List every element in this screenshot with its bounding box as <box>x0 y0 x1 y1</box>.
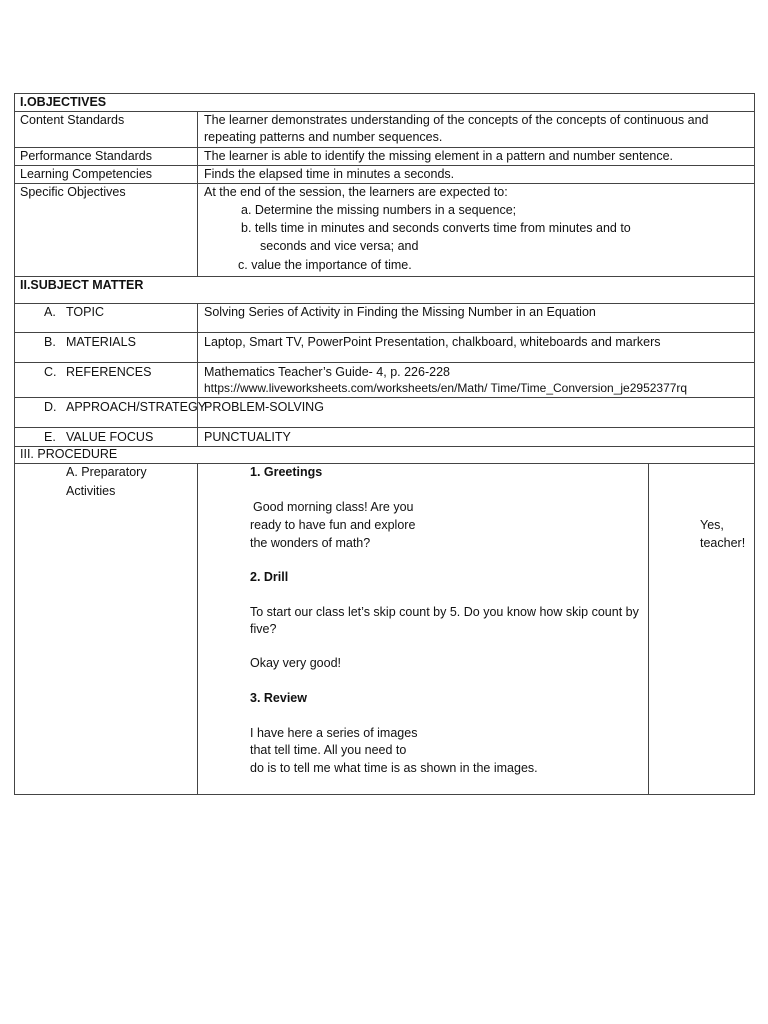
drill-title: 2. Drill <box>250 570 289 584</box>
specific-objectives-label: Specific Objectives <box>20 185 126 199</box>
procedure-heading: III. PROCEDURE <box>20 447 118 461</box>
learning-competencies-value: Finds the elapsed time in minutes a seconds. <box>204 167 455 181</box>
greetings-title: 1. Greetings <box>250 465 323 479</box>
greetings-line3: the wonders of math? <box>250 536 371 550</box>
approach-value: PROBLEM-SOLVING <box>204 400 324 414</box>
materials-value: Laptop, Smart TV, PowerPoint Presentation, chalkboard, whiteboards and markers <box>204 335 661 349</box>
learning-competencies-label: Learning Competencies <box>20 167 153 181</box>
column-divider <box>197 303 198 446</box>
student-response-line1: Yes, <box>700 518 724 532</box>
objective-item-b-line1: b. tells time in minutes and seconds converts time from minutes and to <box>241 221 631 235</box>
review-line1: I have here a series of images <box>250 726 418 740</box>
row-divider <box>14 446 755 447</box>
references-link[interactable]: https://www.liveworksheets.com/worksheets/en/Math/ Time/Time_Conversion_je2952377rq <box>204 381 688 395</box>
topic-value: Solving Series of Activity in Finding the Missing Number in an Equation <box>204 305 596 319</box>
materials-label: MATERIALS <box>66 335 136 349</box>
topic-label: TOPIC <box>66 305 104 319</box>
objective-item-a: a. Determine the missing numbers in a sequence; <box>241 203 517 217</box>
references-label: REFERENCES <box>66 365 152 379</box>
performance-standards-value: The learner is able to identify the missing element in a pattern and number sentence. <box>204 149 674 163</box>
column-divider <box>197 111 198 276</box>
drill-line2: five? <box>250 622 277 636</box>
content-standards-label: Content Standards <box>20 113 125 127</box>
greetings-line1: Good morning class! Are you <box>253 500 414 514</box>
references-marker: C. <box>44 365 57 379</box>
references-line1: Mathematics Teacher’s Guide- 4, p. 226-228 <box>204 365 450 379</box>
preparatory-label-line1: A. Preparatory <box>66 465 147 479</box>
objectives-heading: I.OBJECTIVES <box>20 95 107 109</box>
content-standards-line2: repeating patterns and number sequences. <box>204 130 443 144</box>
review-line3: do is to tell me what time is as shown in the images. <box>250 761 538 775</box>
topic-marker: A. <box>44 305 56 319</box>
row-divider <box>14 397 755 398</box>
review-title: 3. Review <box>250 691 307 705</box>
drill-line3: Okay very good! <box>250 656 342 670</box>
value-focus-marker: E. <box>44 430 56 444</box>
row-divider <box>14 427 755 428</box>
preparatory-label-line2: Activities <box>66 484 116 498</box>
subject-matter-heading: II.SUBJECT MATTER <box>20 278 144 292</box>
row-divider <box>14 332 755 333</box>
approach-marker: D. <box>44 400 57 414</box>
objective-item-c: c. value the importance of time. <box>238 258 412 272</box>
greetings-line2: ready to have fun and explore <box>250 518 416 532</box>
materials-marker: B. <box>44 335 56 349</box>
performance-standards-label: Performance Standards <box>20 149 153 163</box>
drill-line1: To start our class let’s skip count by 5. Do you know how skip count by <box>250 605 639 619</box>
approach-label: APPROACH/STRATEGY <box>66 400 207 414</box>
row-divider <box>14 362 755 363</box>
student-response-line2: teacher! <box>700 536 746 550</box>
specific-objectives-intro: At the end of the session, the learners are expected to: <box>204 185 508 199</box>
value-focus-value: PUNCTUALITY <box>204 430 291 444</box>
column-divider <box>648 463 649 795</box>
content-standards-line1: The learner demonstrates understanding of the concepts of the concepts of continuous and <box>204 113 709 127</box>
objective-item-b-line2: seconds and vice versa; and <box>260 239 419 253</box>
review-line2: that tell time. All you need to <box>250 743 407 757</box>
value-focus-label: VALUE FOCUS <box>66 430 154 444</box>
column-divider <box>197 463 198 795</box>
